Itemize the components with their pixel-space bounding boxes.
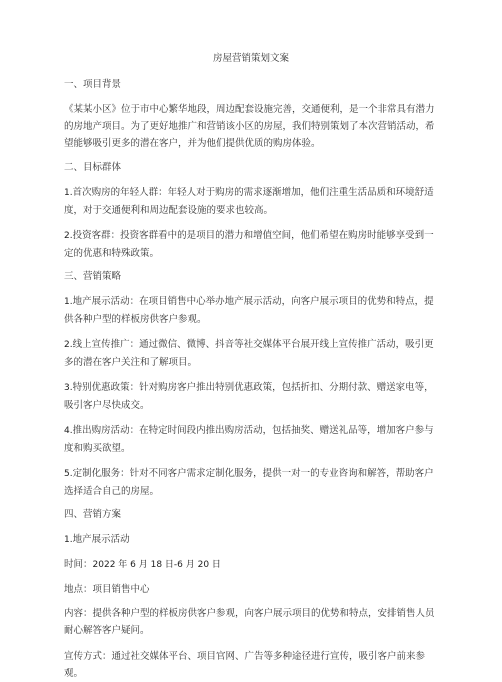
list-item [64,336,438,371]
list-item [64,379,438,414]
list-number: 4. [64,426,73,436]
plan-subheading [64,531,438,549]
list-text: 线上宣传推广：通过微信、微博、抖音等社交媒体平台展开线上宣传推广活动，吸引更多的潜在客户关注和了解项目。 [64,339,434,368]
list-number: 3. [64,383,73,393]
plan-time-value: 2022 年 6 月 18 日-6 月 20 日 [92,560,221,570]
list-number: 1. [64,297,73,307]
plan-promotion: 宣传方式：通过社交媒体平台、项目官网、广告等多种途径进行宣传，吸引客户前来参观。 [64,651,426,679]
list-number: 5. [64,469,73,479]
list-item [64,422,438,457]
list-item [64,184,438,219]
plan-time-label: 时间： [64,559,93,570]
list-item [64,293,438,328]
list-item [64,227,438,262]
plan-content: 内容：提供各种户型的样板房供客户参观，向客户展示项目的优势和特点，安排销售人员耐心解答客户疑问。 [64,608,435,636]
list-text: 特别优惠政策：针对购房客户推出特别优惠政策，包括折扣、分期付款、赠送家电等，吸引客户尽快成交。 [64,382,434,411]
list-text: 首次购房的年轻人群：年轻人对于购房的需求逐渐增加，他们注重生活品质和环境舒适度，对于交通便利和周边配套设施的要求也较高。 [64,187,434,216]
plan-time [64,556,438,574]
plan-subheading-text: 地产展示活动 [72,534,130,545]
list-text: 地产展示活动：在项目销售中心举办地产展示活动，向客户展示项目的优势和特点，提供各种户型的样板房供客户参观。 [64,296,434,325]
background-paragraph: 《某某小区》位于市中心繁华地段，周边配套设施完善，交通便利，是一个非常具有潜力的房地产项目。为了更好地推广和营销该小区的房屋，我们特别策划了本次营销活动，希望能够吸引更多的潜在客户，并为他们提供优质的购房体验。 [64,104,435,149]
section-heading-strategy: 三、营销策略 [64,271,122,282]
list-number: 2. [64,340,73,350]
list-text: 投资客群：投资客群看中的是项目的潜力和增值空间，他们希望在购房时能够享受到一定的优惠和特殊政策。 [64,230,434,259]
list-number: 1. [64,188,73,198]
list-text: 推出购房活动：在特定时间段内推出购房活动，包括抽奖、赠送礼品等，增加客户参与度和购买欲望。 [64,425,434,454]
list-text: 定制化服务：针对不同客户需求定制化服务，提供一对一的专业咨询和解答，帮助客户选择适合自己的房屋。 [64,468,434,497]
list-item [64,465,438,500]
section-heading-background: 一、项目背景 [64,79,122,90]
list-number: 2. [64,231,73,241]
section-heading-plan: 四、营销方案 [64,509,122,520]
list-number: 1. [64,535,73,545]
plan-place: 地点：项目销售中心 [64,584,150,595]
document-title: 房屋营销策划文案 [212,53,289,64]
section-heading-target-group: 二、目标群体 [64,162,122,173]
